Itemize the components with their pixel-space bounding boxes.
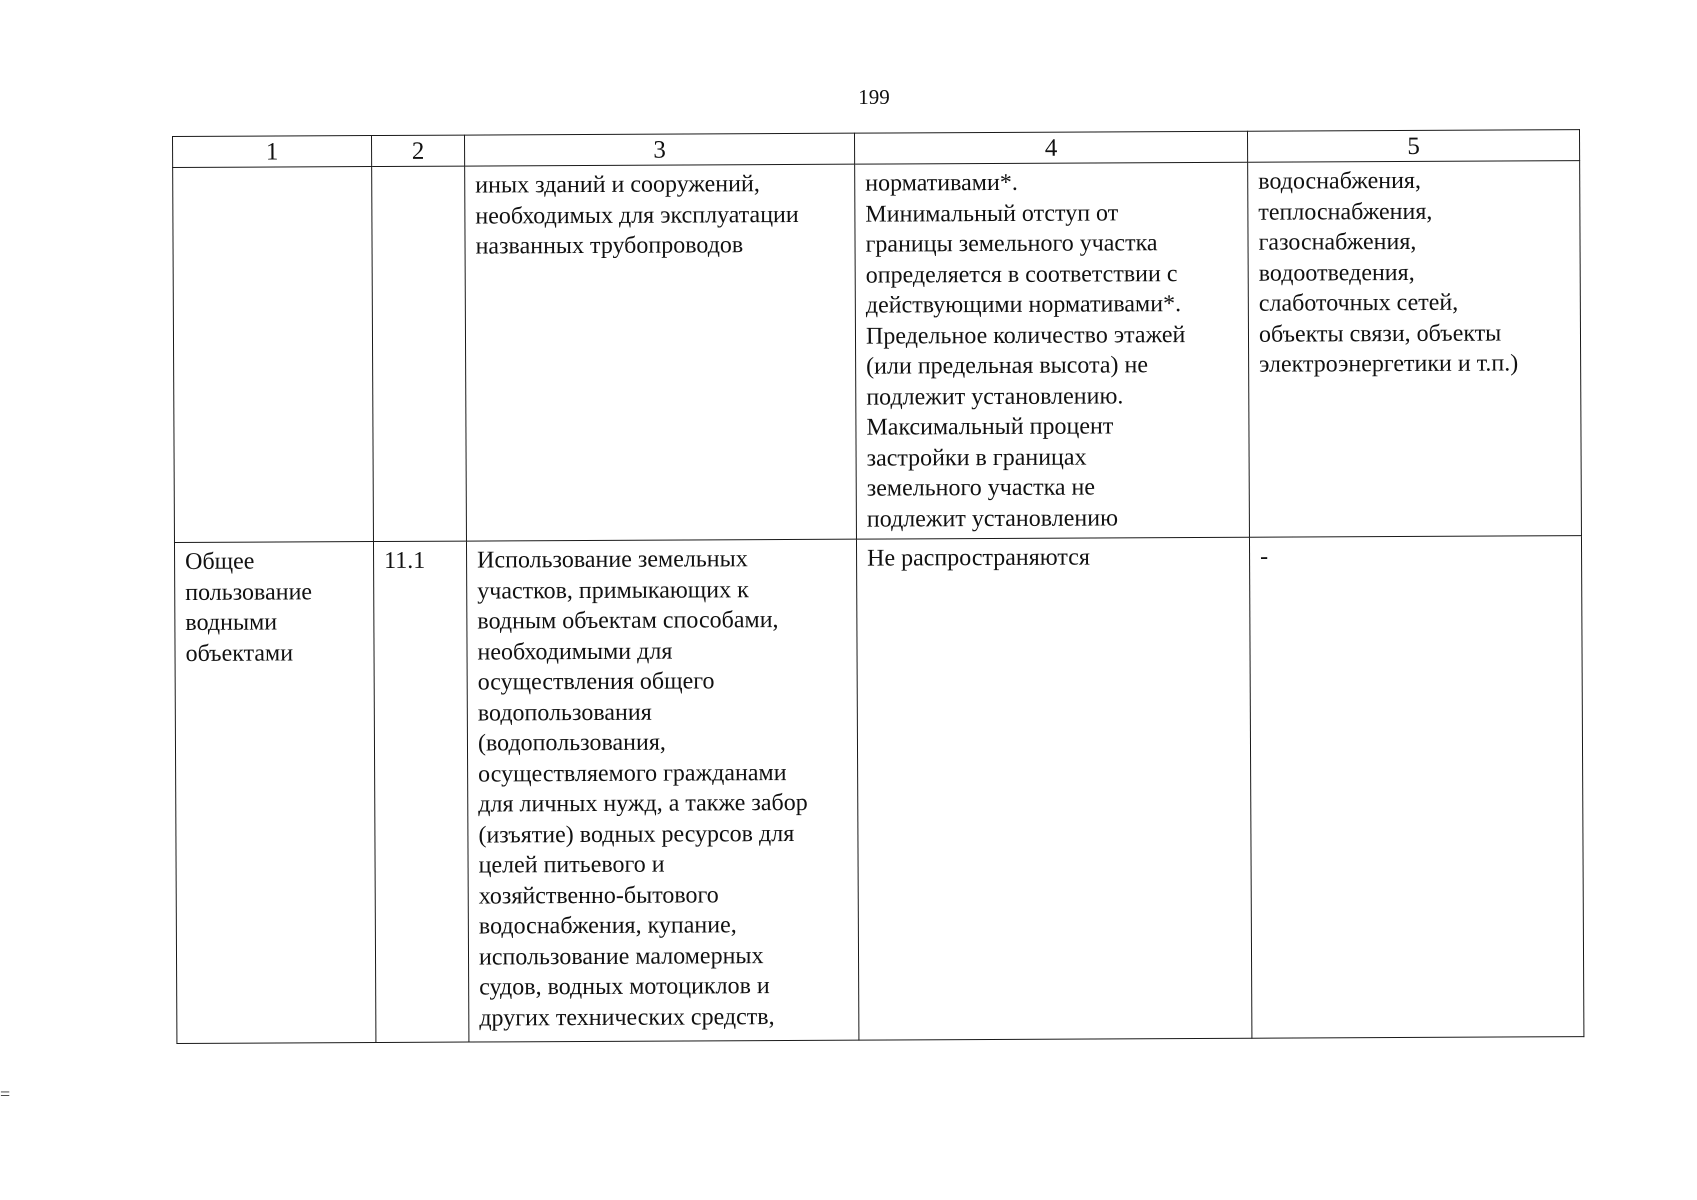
column-header-4: 4: [854, 131, 1247, 164]
text-line: границы земельного участка: [865, 230, 1158, 258]
regulations-table: [172, 129, 1584, 1044]
text-line: Общее: [185, 548, 255, 575]
cell-code: [372, 166, 467, 541]
text-line: Максимальный процент: [866, 413, 1114, 441]
column-header-1: 1: [173, 136, 372, 168]
cell-parameters: [856, 537, 1251, 1040]
column-header-3: 3: [464, 133, 854, 166]
text-line: объекты связи, объекты: [1258, 320, 1502, 348]
text-line: Не распространяются: [867, 544, 1090, 572]
text-line: слаботочных сетей,: [1258, 289, 1459, 317]
text-line: (или предельная высота) не: [866, 352, 1149, 380]
cell-land-use-type: [173, 167, 374, 543]
column-header-2: 2: [372, 135, 465, 166]
text-line: застройки в границах: [866, 444, 1087, 472]
text-line: водными: [185, 609, 278, 636]
text-line: водным объектам способами,: [477, 607, 779, 635]
text-line: электроэнергетики и т.п.): [1259, 350, 1519, 378]
text-line: газоснабжения,: [1258, 228, 1417, 256]
text-line: участков, примыкающих к: [477, 576, 749, 605]
table-row: [174, 536, 1583, 1044]
text-line: целей питьевого и: [478, 851, 665, 879]
text-line: использование маломерных: [478, 942, 764, 971]
text-line: действующими нормативами*.: [865, 291, 1182, 319]
cell-land-use-type: [174, 542, 375, 1044]
table-row: [173, 161, 1582, 543]
text-line: теплоснабжения,: [1258, 198, 1433, 226]
text-line: (водопользования,: [477, 729, 666, 757]
column-header-5: 5: [1247, 130, 1579, 163]
text-line: иных зданий и сооружений,: [475, 171, 760, 199]
text-line: водопользования: [477, 699, 652, 727]
text-line: -: [1260, 543, 1269, 570]
cell-parameters: [855, 162, 1250, 539]
text-line: для личных нужд, а также забор: [478, 789, 808, 818]
cell-code: 11.1: [373, 541, 468, 1042]
text-line: подлежит установлению: [866, 504, 1119, 533]
text-line: необходимых для эксплуатации: [475, 201, 799, 230]
text-line: судов, водных мотоциклов и: [479, 973, 770, 1001]
text-line: водоснабжения,: [1258, 167, 1422, 195]
text-line: нормативами*.: [865, 169, 1018, 197]
text-line: хозяйственно-бытового: [478, 881, 719, 910]
cell-description: [465, 164, 857, 541]
text-line: осуществления общего: [477, 668, 715, 696]
page-number: 199: [858, 85, 890, 109]
text-line: Использование земельных: [477, 546, 748, 574]
text-line: земельного участка не: [866, 474, 1096, 502]
text-line: водоотведения,: [1258, 259, 1415, 287]
text-line: необходимыми для: [477, 638, 673, 666]
text-line: Минимальный отступ от: [865, 199, 1119, 228]
cell-auxiliary-uses: [1249, 536, 1583, 1039]
text-line: определяется в соответствии с: [865, 260, 1178, 289]
text-line: Предельное количество этажей: [865, 321, 1186, 350]
text-line: пользование: [185, 578, 313, 606]
text-line: осуществляемого гражданами: [478, 759, 787, 788]
cell-auxiliary-uses: [1248, 161, 1582, 538]
text-line: названных трубопроводов: [475, 232, 744, 260]
cell-description: [466, 539, 858, 1042]
text-line: объектами: [185, 639, 294, 667]
text-line: (изъятие) водных ресурсов для: [478, 820, 795, 849]
margin-mark: =: [0, 1084, 11, 1104]
text-line: водоснабжения, купание,: [478, 912, 737, 940]
text-line: подлежит установлению.: [866, 382, 1124, 411]
text-line: других технических средств,: [479, 1003, 775, 1032]
